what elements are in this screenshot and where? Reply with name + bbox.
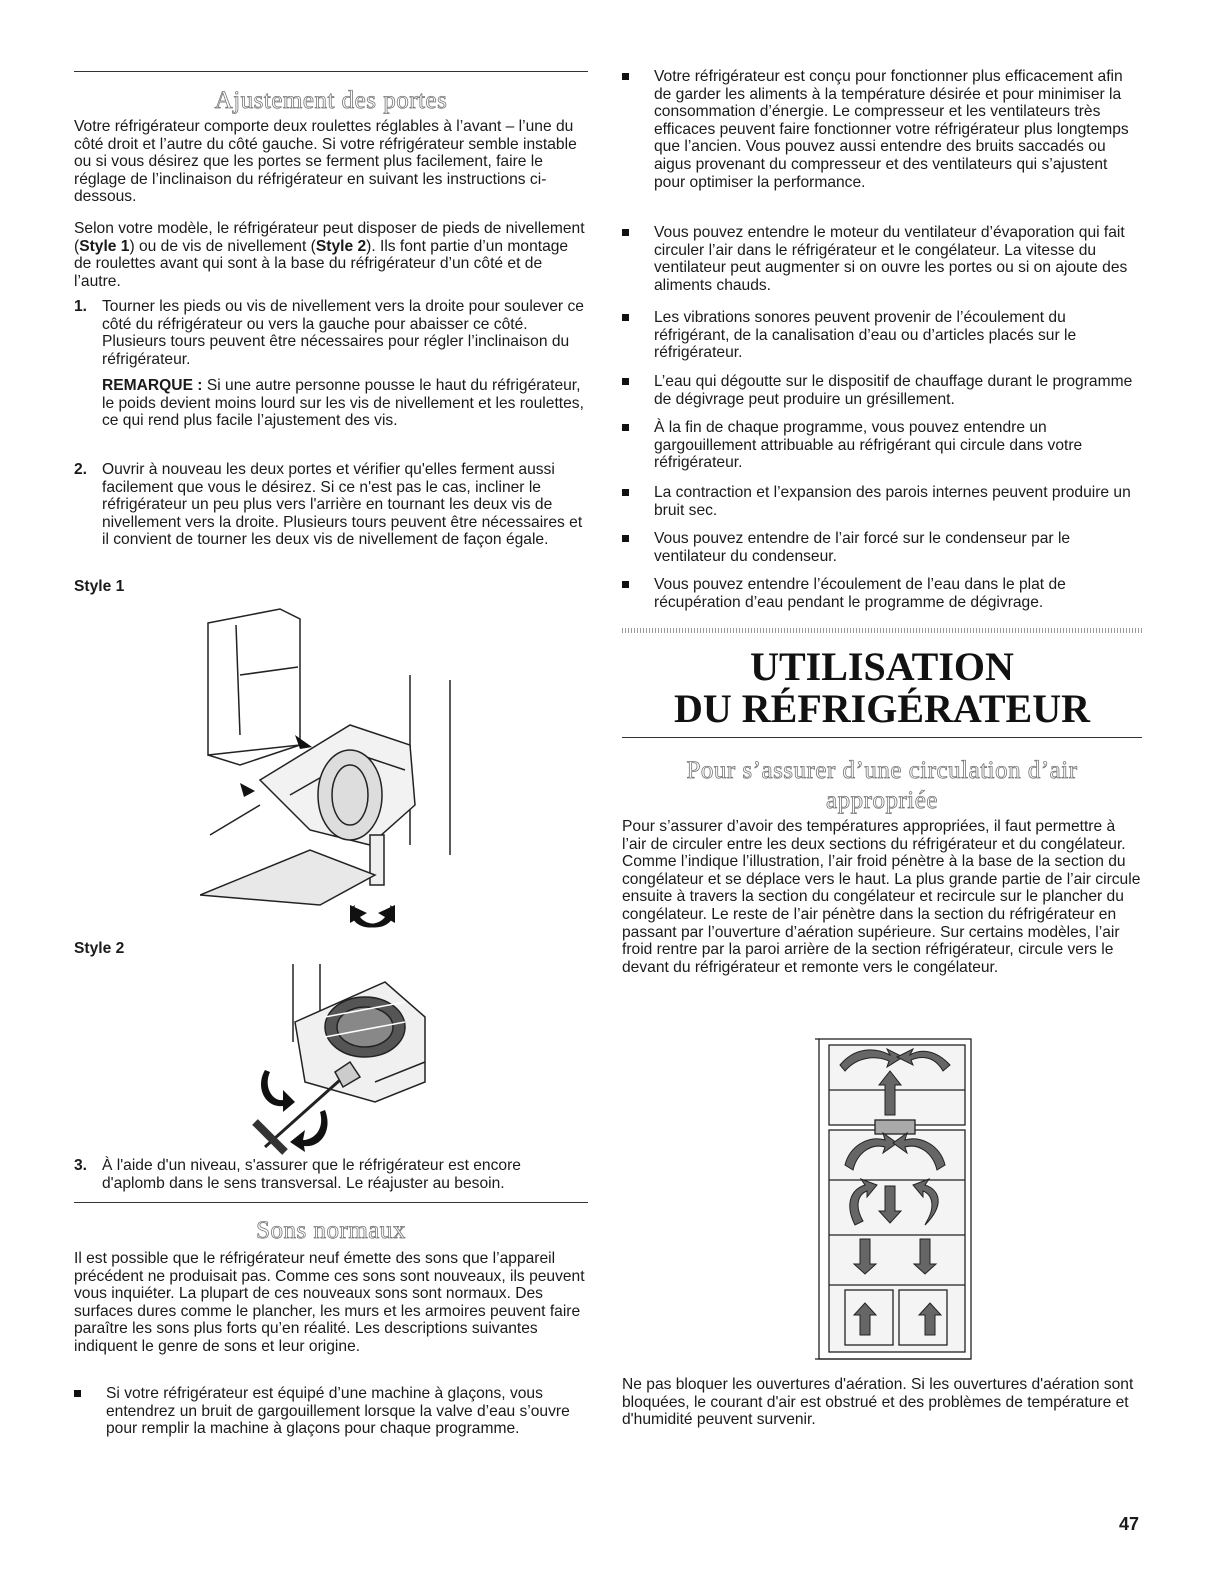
circ-title-line-1: Pour s’assurer d’une circulation d’air — [686, 757, 1078, 784]
adj-p2-style1: Style 1 — [79, 237, 130, 255]
bullet-square-icon — [622, 73, 629, 80]
step-2-number: 2. — [74, 461, 88, 478]
sound-bullet-8-text: Vous pouvez entendre l’écoulement de l’eau dans le plat de récupération d’eau pendant le programme de dégivrage. — [654, 576, 1066, 611]
sound-bullet-4 — [622, 373, 1142, 408]
circ-rule — [622, 737, 1142, 738]
step-1-text: Tourner les pieds ou vis de nivellement vers la droite pour soulever ce côté du réfrigérateur ou vers la gauche pour abaisser ce côté. Plusieurs tours peuvent être nécessaires pour régler l’inclinaison du réfrigérateur. — [102, 298, 584, 368]
sound-bullet-3 — [622, 309, 1142, 362]
circ-paragraph-1: Pour s’assurer d’avoir des températures appropriées, il faut permettre à l’air de circuler entre les deux sections du réfrigérateur et du congélateur. Comme l’indique l’illustration, l’air froid pénètre à la base de la section du congélateur et se déplace vers le haut. La plus grande partie de l’air circule ensuite à travers la section du congélateur et recircule sur le plancher du congélateur. Le reste de l’air pénètre dans la section du réfrigérateur en passant par l’ouverture d’aération supérieure. Sur certains modèles, l’air froid rentre par la paroi arrière de la section réfrigérateur, circule vers le devant du réfrigérateur et remonte vers le congélateur. — [622, 818, 1141, 976]
adj-paragraph-1: Votre réfrigérateur comporte deux roulettes réglables à l’avant – l’une du côté droit et l’autre du côté gauche. Si votre réfrigérateur semble instable ou si vous désirez que les portes se ferment plus facilement, faire le réglage de l’inclinaison du réfrigérateur en suivant les instructions ci-dessous. — [74, 118, 577, 206]
chapter-title — [622, 646, 1142, 730]
adj-p2-part-c: ). Ils font partie d’un montage de roulettes avant qui sont à la base du réfrigérateur d’un côté et de l’autre. — [74, 237, 569, 290]
style-1-label: Style 1 — [74, 578, 125, 595]
step-3-text: À l'aide d'un niveau, s'assurer que le réfrigérateur est encore d'aplomb dans le sens transversal. Le réajuster au besoin. — [102, 1157, 521, 1192]
sound-bullet-7-text: Vous pouvez entendre de l’air forcé sur le condenseur par le ventilateur du condenseur. — [654, 530, 1071, 565]
chapter-title-line-1: UTILISATION — [750, 644, 1014, 689]
leveling-screw-illustration — [225, 962, 445, 1162]
chapter-title-line-2: DU RÉFRIGÉRATEUR — [674, 686, 1090, 731]
adj-paragraph-2 — [74, 220, 588, 290]
sons-bullet-1 — [74, 1385, 588, 1438]
leveling-leg-illustration — [200, 605, 460, 935]
bullet-square-icon — [622, 489, 629, 496]
sound-bullet-1-text: Votre réfrigérateur est conçu pour fonctionner plus efficacement afin de garder les aliments à la température désirée et pour minimiser la consommation d’énergie. Le compresseur et les ventilateurs très efficaces peuvent faire fonctionner votre réfrigérateur plus longtemps que l’ancien. Vous pouvez aussi entendre des bruits saccadés ou aigus provenant du compresseur et des ventilateurs qui s’ajustent pour optimiser la performance. — [654, 68, 1129, 191]
step-1-note — [74, 377, 588, 430]
sound-bullet-5-text: À la fin de chaque programme, vous pouvez entendre un gargouillement attribuable au réfrigérant qui circule dans votre réfrigérateur. — [654, 419, 1083, 472]
note-label: REMARQUE : — [102, 377, 203, 394]
step-3 — [74, 1157, 588, 1192]
sons-paragraph: Il est possible que le réfrigérateur neuf émette des sons que l’appareil précédent ne produisait pas. Comme ces sons sont nouveaux, ils peuvent vous inquiéter. La plupart de ces nouveaux sons sont normaux. Des surfaces dures comme le plancher, les murs et les armoires peuvent faire paraître les sons plus forts qu’en réalité. Les descriptions suivantes indiquent le genre de sons et leur origine. — [74, 1250, 585, 1355]
sound-bullet-3-text: Les vibrations sonores peuvent provenir de l’écoulement du réfrigérant, de la canalisation d’eau ou d’articles placés sur le réfrigérateur. — [654, 309, 1077, 362]
step-3-number: 3. — [74, 1157, 88, 1174]
bullet-square-icon — [622, 581, 629, 588]
sound-bullet-6-text: La contraction et l’expansion des parois internes peuvent produire un bruit sec. — [654, 484, 1131, 519]
adj-p2-style2: Style 2 — [315, 237, 367, 255]
note-text: Si une autre personne pousse le haut du réfrigérateur, le poids devient moins lourd sur les vis de nivellement et les roulettes, ce qui rend plus facile l’ajustement des vis. — [102, 377, 584, 430]
sound-bullet-2 — [622, 224, 1142, 294]
adj-p2-part-a: Selon votre modèle, le réfrigérateur peut disposer de pieds de nivellement ( — [74, 220, 585, 255]
section-title-circulation — [622, 756, 1142, 816]
sound-bullet-5 — [622, 419, 1142, 472]
section-title-ajustement: Ajustement des portes — [214, 87, 448, 114]
top-rule-left — [74, 71, 588, 72]
sons-bullet-1-text: Si votre réfrigérateur est équipé d’une machine à glaçons, vous entendrez un bruit de gargouillement lorsque la valve d’eau s’ouvre pour remplir la machine à glaçons pour chaque programme. — [106, 1385, 570, 1438]
adj-p2-part-b: ) ou de vis de nivellement ( — [129, 237, 316, 255]
airflow-illustration — [815, 1035, 975, 1365]
bullet-square-icon — [622, 229, 629, 236]
step-2-text: Ouvrir à nouveau les deux portes et vérifier qu'elles ferment aussi facilement que vous le désirez. Si ce n'est pas le cas, incliner le réfrigérateur un peu plus vers l'arrière en tournant les deux vis de nivellement vers la droite. Plusieurs tours peuvent être nécessaires et il convient de tourner les deux vis de nivellement de façon égale. — [102, 461, 583, 549]
bullet-square-icon — [622, 535, 629, 542]
step-1-number: 1. — [74, 298, 88, 315]
sound-bullet-2-text: Vous pouvez entendre le moteur du ventilateur d’évaporation qui fait circuler l’air dans le réfrigérateur et le congélateur. La vitesse du ventilateur peut augmenter si on ouvre les portes ou si on ajoute des aliments chauds. — [654, 224, 1128, 294]
sound-bullet-4-text: L’eau qui dégoutte sur le dispositif de chauffage durant le programme de dégivrage peut produire un grésillement. — [654, 373, 1133, 408]
sons-rule — [74, 1202, 588, 1203]
circ-paragraph-2: Ne pas bloquer les ouvertures d'aération. Si les ouvertures d'aération sont bloquées, le courant d'air est obstrué et des problèmes de température et d'humidité peuvent survenir. — [622, 1376, 1134, 1429]
step-1 — [74, 298, 588, 368]
sound-bullet-7 — [622, 530, 1142, 565]
sound-bullet-8 — [622, 576, 1142, 611]
page-number: 47 — [1119, 1514, 1140, 1534]
step-2 — [74, 461, 588, 549]
section-divider — [622, 628, 1142, 633]
section-title-sons: Sons normaux — [256, 1217, 406, 1244]
bullet-square-icon — [622, 424, 629, 431]
sound-bullet-6 — [622, 484, 1142, 519]
style-2-label: Style 2 — [74, 940, 125, 957]
sound-bullet-1 — [622, 68, 1142, 191]
bullet-square-icon — [622, 378, 629, 385]
circ-title-line-2: appropriée — [826, 787, 938, 814]
bullet-square-icon — [622, 314, 629, 321]
bullet-square-icon — [74, 1390, 81, 1397]
